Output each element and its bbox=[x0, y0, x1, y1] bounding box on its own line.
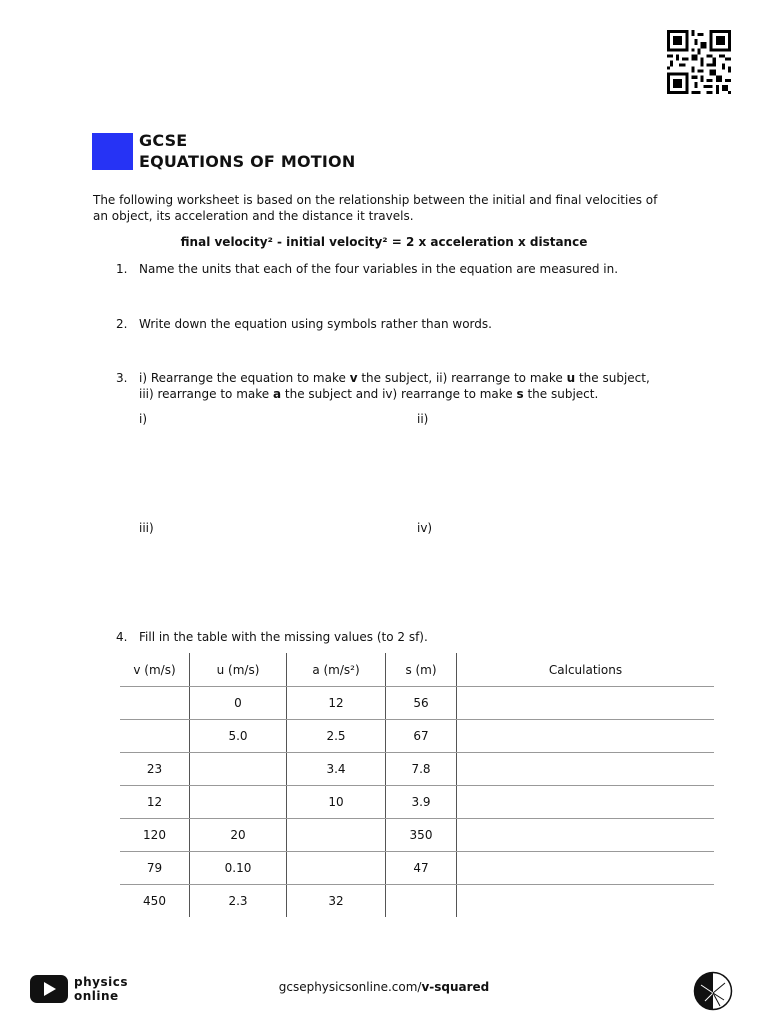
cell-u[interactable]: 0.10 bbox=[190, 852, 287, 885]
cell-calculations[interactable] bbox=[457, 786, 715, 819]
cell-u[interactable]: 5.0 bbox=[190, 720, 287, 753]
question-3-line1: i) Rearrange the equation to make v the subject, ii) rearrange to make u the subject, bbox=[139, 371, 650, 385]
cell-v[interactable] bbox=[120, 687, 190, 720]
cell-calculations[interactable] bbox=[457, 885, 715, 918]
footer-url-link[interactable] bbox=[0, 980, 768, 994]
cell-a[interactable]: 10 bbox=[287, 786, 386, 819]
brand-name-line2: online bbox=[74, 989, 119, 1003]
table-row bbox=[120, 819, 714, 852]
header-velocity-initial: u (m/s) bbox=[190, 653, 287, 687]
cell-v[interactable] bbox=[120, 720, 190, 753]
cell-a[interactable]: 32 bbox=[287, 885, 386, 918]
intro-paragraph bbox=[93, 192, 693, 224]
question-3-line2: iii) rearrange to make a the subject and iv) rearrange to make s the subject. bbox=[139, 387, 599, 401]
table-row bbox=[120, 852, 714, 885]
cell-calculations[interactable] bbox=[457, 753, 715, 786]
header-velocity-final: v (m/s) bbox=[120, 653, 190, 687]
cell-v[interactable]: 450 bbox=[120, 885, 190, 918]
cell-calculations[interactable] bbox=[457, 687, 715, 720]
question-3-number: 3. bbox=[116, 371, 128, 385]
answer-label-ii: ii) bbox=[417, 412, 429, 426]
cell-u[interactable]: 20 bbox=[190, 819, 287, 852]
header-calculations: Calculations bbox=[457, 653, 715, 687]
cell-s[interactable] bbox=[386, 885, 457, 918]
cell-a[interactable]: 12 bbox=[287, 687, 386, 720]
cell-v[interactable]: 23 bbox=[120, 753, 190, 786]
header-distance: s (m) bbox=[386, 653, 457, 687]
question-1-number: 1. bbox=[116, 262, 128, 276]
cell-v[interactable]: 79 bbox=[120, 852, 190, 885]
question-4-number: 4. bbox=[116, 630, 128, 644]
question-2-text: Write down the equation using symbols rather than words. bbox=[139, 317, 492, 331]
cell-calculations[interactable] bbox=[457, 819, 715, 852]
cell-u[interactable]: 0 bbox=[190, 687, 287, 720]
cell-s[interactable]: 7.8 bbox=[386, 753, 457, 786]
intro-line2: an object, its acceleration and the distance it travels. bbox=[93, 209, 414, 223]
answer-label-iv: iv) bbox=[417, 521, 433, 535]
table-row bbox=[120, 720, 714, 753]
cell-s[interactable]: 67 bbox=[386, 720, 457, 753]
cell-s[interactable]: 350 bbox=[386, 819, 457, 852]
cell-v[interactable]: 120 bbox=[120, 819, 190, 852]
answer-label-iii: iii) bbox=[139, 521, 154, 535]
table-row bbox=[120, 786, 714, 819]
brand-name-line1: physics bbox=[74, 975, 128, 989]
qr-code-icon bbox=[665, 30, 733, 94]
answer-label-i: i) bbox=[139, 412, 148, 426]
table-row bbox=[120, 753, 714, 786]
table-row bbox=[120, 687, 714, 720]
table-row bbox=[120, 885, 714, 918]
question-2-number: 2. bbox=[116, 317, 128, 331]
footer-url-slug: v-squared bbox=[421, 980, 490, 994]
title-accent-square bbox=[92, 133, 133, 170]
cell-s[interactable]: 56 bbox=[386, 687, 457, 720]
cell-a[interactable] bbox=[287, 819, 386, 852]
question-4-text: Fill in the table with the missing values (to 2 sf). bbox=[139, 630, 428, 644]
cell-a[interactable]: 2.5 bbox=[287, 720, 386, 753]
cell-calculations[interactable] bbox=[457, 852, 715, 885]
cell-s[interactable]: 3.9 bbox=[386, 786, 457, 819]
cell-v[interactable]: 12 bbox=[120, 786, 190, 819]
question-1-text: Name the units that each of the four variables in the equation are measured in. bbox=[139, 262, 619, 276]
question-3-text bbox=[139, 370, 699, 402]
word-equation: final velocity² - initial velocity² = 2 x acceleration x distance bbox=[180, 235, 588, 249]
cell-u[interactable] bbox=[190, 753, 287, 786]
cell-s[interactable]: 47 bbox=[386, 852, 457, 885]
header-acceleration: a (m/s²) bbox=[287, 653, 386, 687]
page-title-line2: EQUATIONS OF MOTION bbox=[139, 152, 356, 171]
motion-values-table bbox=[120, 653, 714, 917]
cell-a[interactable]: 3.4 bbox=[287, 753, 386, 786]
cell-u[interactable]: 2.3 bbox=[190, 885, 287, 918]
circle-badge-icon bbox=[693, 971, 733, 1011]
cell-a[interactable] bbox=[287, 852, 386, 885]
table-header-row bbox=[120, 653, 714, 687]
page-title-line1: GCSE bbox=[139, 131, 188, 150]
cell-u[interactable] bbox=[190, 786, 287, 819]
cell-calculations[interactable] bbox=[457, 720, 715, 753]
footer-url-prefix: gcsephysicsonline.com/ bbox=[278, 980, 422, 994]
intro-line1: The following worksheet is based on the relationship between the initial and final velocities of bbox=[93, 193, 658, 207]
